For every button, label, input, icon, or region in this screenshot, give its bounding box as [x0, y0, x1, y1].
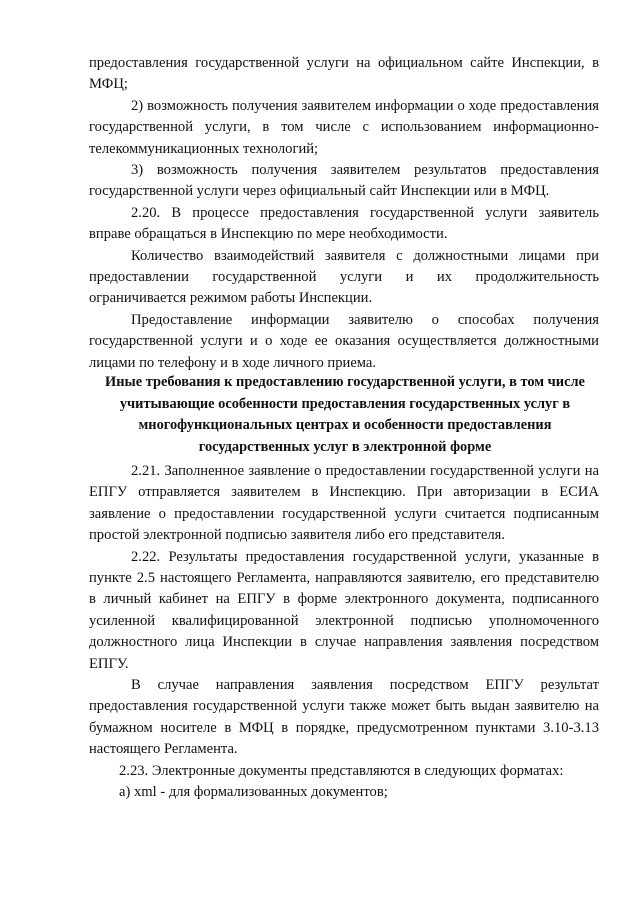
- section-bottom: [89, 461, 599, 804]
- paragraph-2-20: 2.20. В процессе предоставления государственной услуги заявитель вправе обращаться в Инспекцию по мере необходимости.: [89, 204, 599, 243]
- paragraph-information: Предоставление информации заявителю о способах получения государственной услуги и о ходе ее оказания осуществляется должностными лицами по телефону и в ходе личного приема.: [89, 311, 599, 371]
- paragraph-2-21: 2.21. Заполненное заявление о предоставлении государственной услуги на ЕПГУ отправляется заявителем в Инспекцию. При авторизации в ЕСИА заявление о предоставлении государственной услуги считается подписанным простой электронной подписью заявителя либо его представителя.: [89, 463, 599, 544]
- list-item-3: 3) возможность получения заявителем результатов предоставления государственной услуги через официальный сайт Инспекции или в МФЦ.: [89, 162, 599, 200]
- paragraph-2-22: 2.22. Результаты предоставления государственной услуги, указанные в пункте 2.5 настоящего Регламента, направляются заявителю, его представителю в личный кабинет на ЕПГУ в форме электронного документа, подписанного усиленной квалифицированной электронной подписью уполномоченного должностного лица Инспекции в случае направления заявления посредством ЕПГУ.: [89, 548, 599, 672]
- paragraph-2-23: 2.23. Электронные документы представляются в следующих форматах:: [119, 762, 564, 779]
- intro-paragraph: предоставления государственной услуги на официальном сайте Инспекции, в МФЦ;: [89, 55, 599, 93]
- list-item-a: а) xml - для формализованных документов;: [119, 784, 388, 801]
- section-top: [89, 53, 599, 374]
- paragraph-paper-result: В случае направления заявления посредством ЕПГУ результат предоставления государственной услуги также может быть выдан заявителю на бумажном носителе в МФЦ в порядке, предусмотренном пунктами 3.10-3.13 настоящего Регламента.: [89, 677, 599, 758]
- section-heading: Иные требования к предоставлению государственной услуги, в том числе учитывающие особенности предоставления государственных услуг в многофункциональных центрах и особенности предоставления государственных услуг в электронной форме: [105, 374, 585, 455]
- paragraph-interactions: Количество взаимодействий заявителя с должностными лицами при предоставлении государственной услуги и их продолжительность ограничивается режимом работы Инспекции.: [89, 247, 599, 307]
- list-item-2: 2) возможность получения заявителем информации о ходе предоставления государственной услуги, в том числе с использованием информационно-телекоммуникационных технологий;: [89, 97, 599, 157]
